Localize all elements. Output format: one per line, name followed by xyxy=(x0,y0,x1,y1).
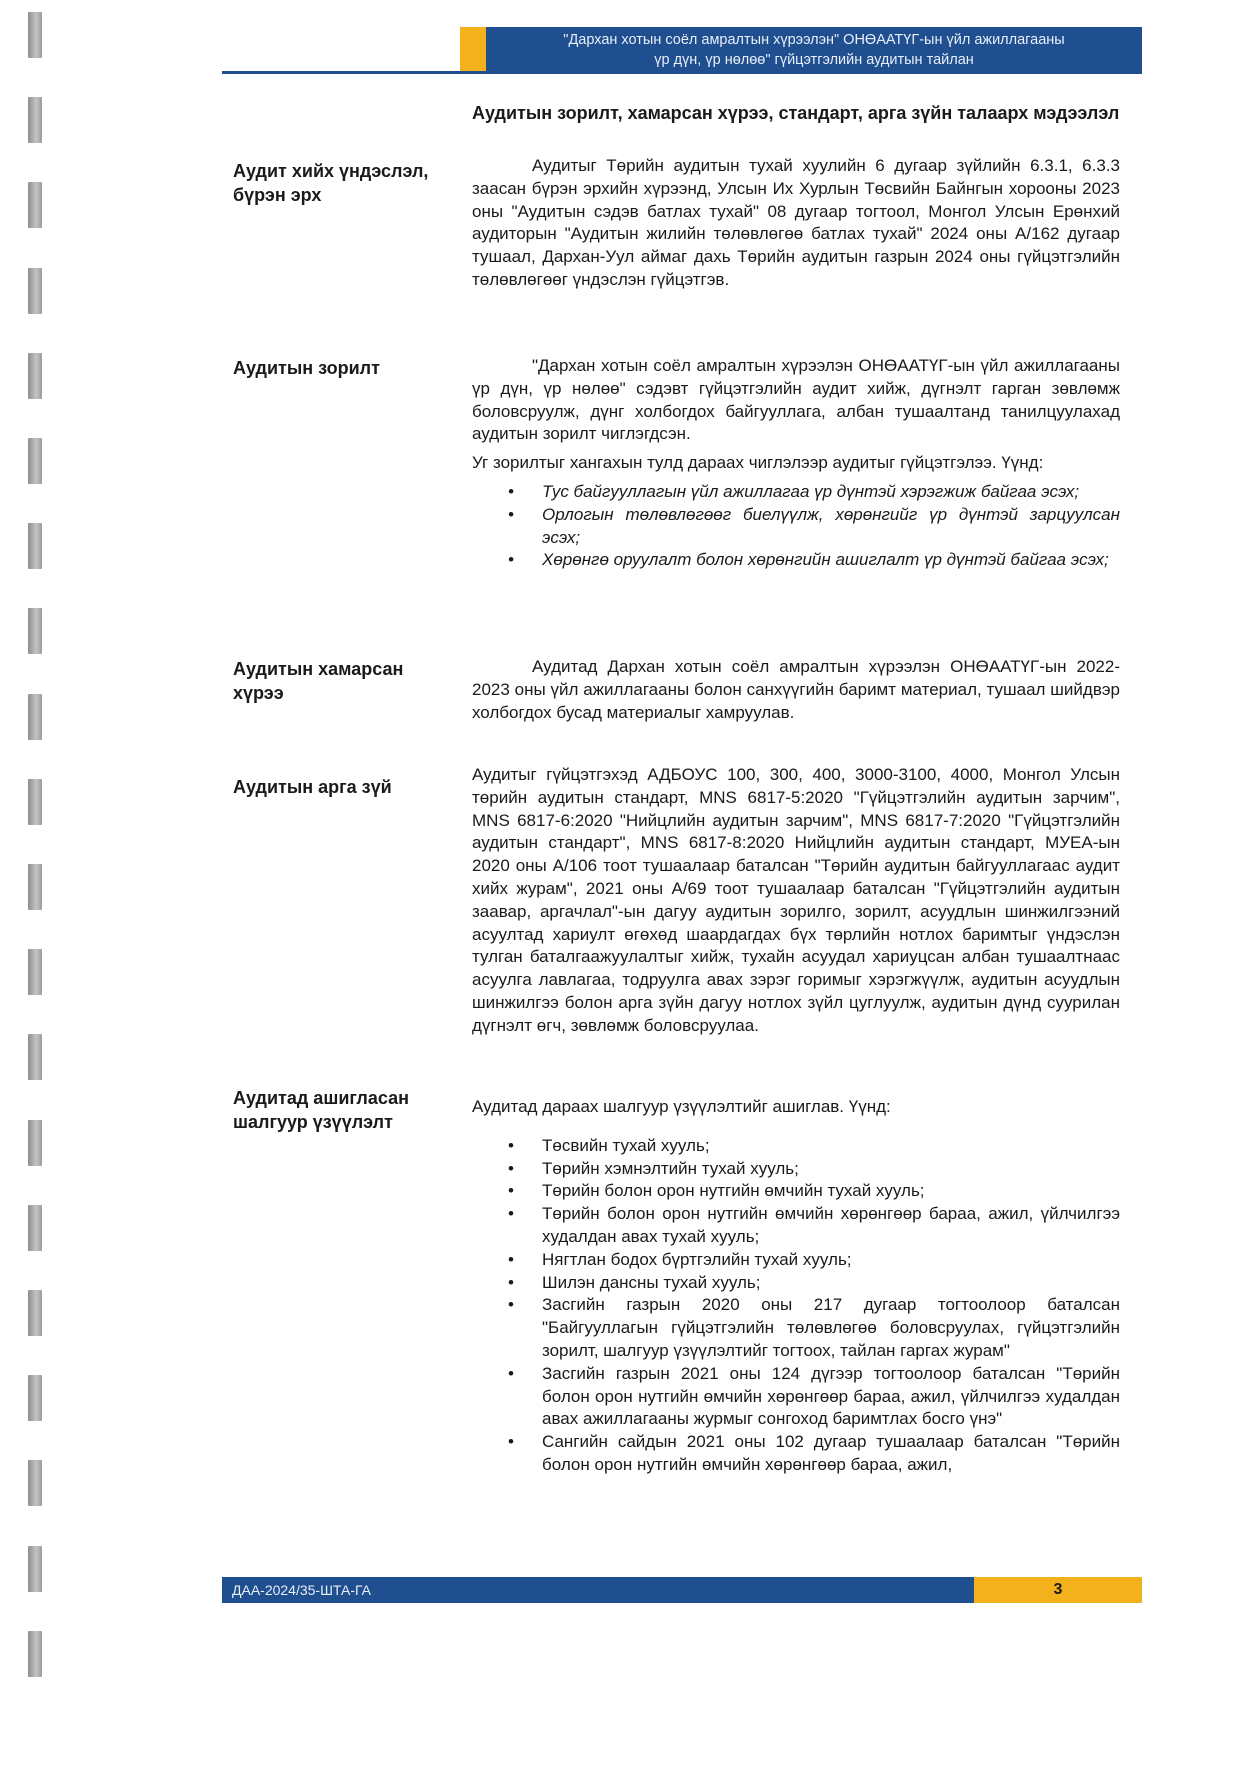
list-item: • Засгийн газрын 2021 оны 124 дүгээр тогтоолоор баталсан "Төрийн болон орон нутгийн өмчийн хөрөнгөөр бараа, ажил, үйлчилгээ худалдан авах ажиллагааны журмыг сонгоход баримтлах босго үнэ" xyxy=(472,1363,1120,1431)
list-item: • Нягтлан бодох бүртгэлийн тухай хууль; xyxy=(472,1249,1120,1272)
list-item: • Тус байгууллагын үйл ажиллагаа үр дүнтэй хэрэгжиж байгаа эсэх; xyxy=(472,481,1120,504)
paragraph-objective-1: "Дархан хотын соёл амралтын хүрээлэн ОНӨААТҮГ-ын үйл ажиллагааны үр дүн, үр нөлөө" сэдэвт гүйцэтгэлийн аудит хийж, дүгнэлт гарган зөвлөмж боловсруулж, дүнг холбогдох байгууллага, албан тушаалтанд танилцуулахад аудитын зорилт чиглэгдсэн. xyxy=(472,356,1120,444)
label-audit-basis: Аудит хийх үндэслэл, бүрэн эрх xyxy=(233,161,429,205)
list-item: • Төсвийн тухай хууль; xyxy=(472,1135,1120,1158)
paragraph-audit-methodology: Аудитыг гүйцэтгэхэд АДБОУС 100, 300, 400, 3000-3100, 4000, Монгол Улсын төрийн аудитын стандарт, MNS 6817-5:2020 "Гүйцэтгэлийн аудитын зарчим", MNS 6817-6:2020 "Нийцлийн аудитын зарчим", MNS 6817-7:2020 "Гүйцэтгэлийн аудитын стандарт", MNS 6817-8:2020 Нийцлийн аудитын стандарт, МУЕА-ын 2020 оны А/106 тоот тушаалаар баталсан "Төрийн аудитын байгууллагаас аудит хийх журам", 2021 оны А/69 тоот тушаалаар баталсан "Гүйцэтгэлийн аудитын заавар, аргачлал"-ын дагуу аудитын зорилго, зорилт, асуудлын шинжилгээний асуултад хариулт өгөхөд шаардагдах бүх төрлийн нотлох баримтыг үндэслэн тулган баталгаажуулалтыг хийж, тухайн асуудал хариуцсан албан тушаалтнаас асуулга лавлагаа, тодруулга авах зэрэг горимыг хэрэгжүүлж, аудитын асуудлын шинжилгээ болон арга зүйн дагуу нотлох зүйл цуглуулж, аудитын дүнд суурилан дүгнэлт өгч, зөвлөмж боловсруулаа. xyxy=(472,765,1120,1035)
list-item: • Төрийн болон орон нутгийн өмчийн хөрөнгөөр бараа, ажил, үйлчилгээ худалдан авах тухай хууль; xyxy=(472,1203,1120,1249)
paragraph-criteria-intro: Аудитад дараах шалгуур үзүүлэлтийг ашиглав. Үүнд: xyxy=(472,1097,891,1116)
footer-page-number: 3 xyxy=(974,1577,1142,1603)
label-audit-objective: Аудитын зорилт xyxy=(233,358,380,378)
text-audit-objective xyxy=(472,355,1120,572)
page-footer xyxy=(222,1577,1142,1603)
text-audit-scope xyxy=(472,656,1120,730)
paragraph-audit-scope: Аудитад Дархан хотын соёл амралтын хүрээлэн ОНӨААТҮГ-ын 2022-2023 оны үйл ажиллагааны болон санхүүгийн баримт материал, тушаал шийдвэр холбогдох бусад материалыг хамруулав. xyxy=(472,657,1120,722)
paragraph-objective-2: Уг зорилтыг хангахын тулд дараах чиглэлээр аудитыг гүйцэтгэлээ. Үүнд: xyxy=(472,453,1044,473)
label-audit-criteria: Аудитад ашигласан шалгуур үзүүлэлт xyxy=(233,1088,409,1132)
footer-document-code: ДАА-2024/35-ШТА-ГА xyxy=(222,1577,974,1603)
text-audit-methodology xyxy=(472,764,1120,1044)
header-title-line2: үр дүн, үр нөлөө" гүйцэтгэлийн аудитын тайлан xyxy=(654,52,974,68)
list-item: • Төрийн хэмнэлтийн тухай хууль; xyxy=(472,1158,1120,1181)
list-item: • Хөрөнгө оруулалт болон хөрөнгийн ашиглалт үр дүнтэй байгаа эсэх; xyxy=(472,549,1120,572)
text-audit-basis xyxy=(472,155,1120,298)
list-item: • Төрийн болон орон нутгийн өмчийн тухай хууль; xyxy=(472,1180,1120,1203)
list-item: • Шилэн дансны тухай хууль; xyxy=(472,1272,1120,1295)
label-audit-scope: Аудитын хамарсан хүрээ xyxy=(233,659,404,703)
list-item: • Засгийн газрын 2020 оны 217 дугаар тогтоолоор баталсан "Байгууллагын гүйцэтгэлийн төлөвлөгөө боловсруулах, гүйцэтгэлийн зорилт, шалгуур үзүүлэлтийг тогтоох, тайлан гаргах журам" xyxy=(472,1294,1120,1362)
criteria-bullet-list xyxy=(472,1135,1120,1477)
section-heading: Аудитын зорилт, хамарсан хүрээ, стандарт, арга зүйн талаарх мэдээлэл xyxy=(472,103,1120,123)
label-audit-methodology: Аудитын арга зүй xyxy=(233,777,392,797)
text-audit-criteria xyxy=(472,1096,1120,1477)
list-item: • Орлогын төлөвлөгөөг биелүүлж, хөрөнгийг үр дүнтэй зарцуулсан эсэх; xyxy=(472,504,1120,550)
header-title-line1: "Дархан хотын соёл амралтын хүрээлэн" ОНӨААТҮГ-ын үйл ажиллагааны xyxy=(563,32,1065,48)
paragraph-audit-basis: Аудитыг Төрийн аудитын тухай хуулийн 6 дугаар зүйлийн 6.3.1, 6.3.3 заасан бүрэн эрхийн хүрээнд, Улсын Их Хурлын Төсвийн Байнгын хорооны 2023 оны "Аудитын сэдэв батлах тухай" 08 дугаар тогтоол, Монгол Улсын Ерөнхий аудиторын "Аудитын жилийн төлөвлөгөө батлах тухай" 2024 оны А/162 дугаар тушаал, Дархан-Уул аймаг дахь Төрийн аудитын газрын 2024 оны гүйцэтгэлийн төлөвлөгөөг үндэслэн гүйцэтгэв. xyxy=(472,156,1120,289)
list-item: • Сангийн сайдын 2021 оны 102 дугаар тушаалаар баталсан "Төрийн болон орон нутгийн өмчийн хөрөнгөөр бараа, ажил, xyxy=(472,1431,1120,1477)
objective-bullet-list xyxy=(472,481,1120,572)
